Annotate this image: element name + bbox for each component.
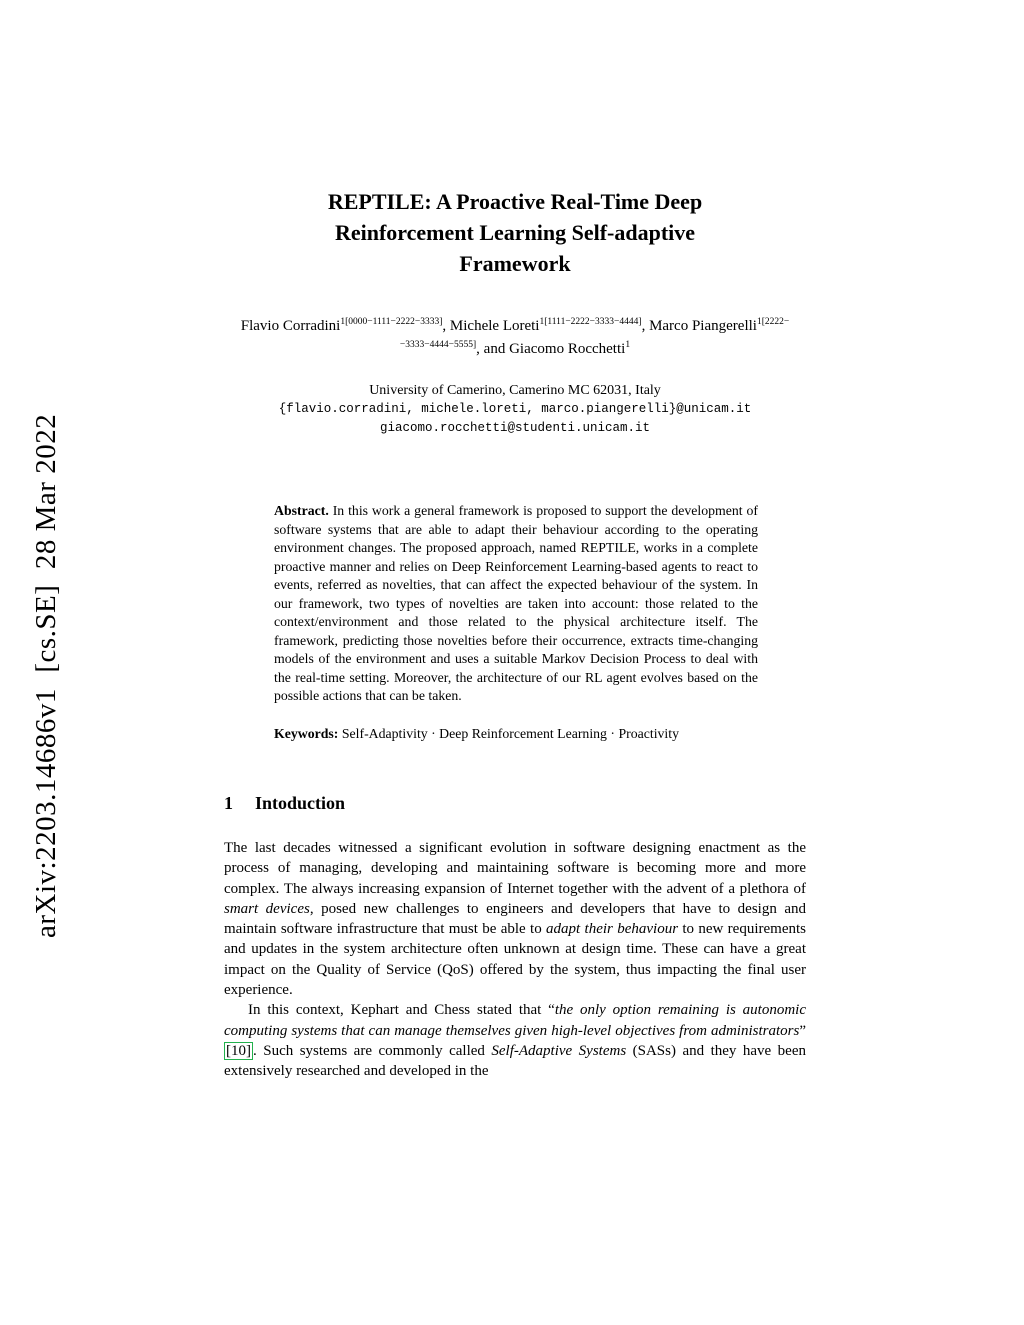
keywords-label: Keywords: — [274, 725, 339, 741]
keywords-text: Self-Adaptivity · Deep Reinforcement Learning · Proactivity — [338, 725, 679, 741]
abstract-label: Abstract. — [274, 503, 329, 518]
affiliation: University of Camerino, Camerino MC 62031, Italy — [369, 383, 661, 398]
paper-content-column — [224, 0, 806, 1082]
citation-link-10[interactable]: [10] — [226, 1042, 251, 1059]
section-1-title: Intoduction — [255, 793, 346, 813]
paper-title — [224, 186, 806, 279]
author-1: Flavio Corradini$^{1[0000-1111-2222-3333]}$, — [240, 317, 450, 334]
author-1-superscript: 1[0000−1111−2222−3333] — [340, 317, 443, 327]
emails-line-2: giacomo.rocchetti@studenti.unicam.it — [379, 421, 651, 435]
italic-phrase-adapt-their-behaviour: adapt their behaviour — [546, 921, 679, 938]
keywords — [274, 725, 758, 744]
author-4-superscript: 1 — [625, 340, 631, 350]
author-3-superscript: 1[2222−−3333−4444−5555] — [399, 317, 790, 350]
intro-paragraph-2: In this context, Kephart and Chess stated that “the only option remaining is autonomic computing systems that can manage themselves given high-level objectives from administrators” [10] . Such systems are commonly called Self-Adaptive Systems (SASs) and they have been extensively researched and developed in the — [224, 1002, 807, 1080]
intro-paragraph-1: The last decades witnessed a significant evolution in software designing enactment as the process of managing, developing and maintaining software is becoming more and more complex. The always increasing expansion of Internet together with the advent of a plethora of smart devices, posed new challenges to engineers and developers that have to design and maintain software infrastructure that must be able to adapt their behaviour to new requirements and updates in the system architecture often unknown at design time. These can have a great impact on the Quality of Service (QoS) offered by the system, thus impacting the final user experience. — [224, 840, 807, 999]
section-1-heading — [224, 793, 806, 814]
italic-phrase-self-adaptive-systems: Self-Adaptive Systems — [491, 1042, 627, 1059]
emails-block — [224, 400, 806, 438]
arxiv-watermark: arXiv:2203.14686v1 [cs.SE] 28 Mar 2022 — [30, 413, 62, 938]
authors-line — [224, 315, 806, 361]
abstract-text: In this work a general framework is proposed to support the development of software systems that are able to adapt their behaviour according to the operating environment changes. The proposed approach, named REPTILE, works in a complete proactive manner and relies on Deep Reinforcement Learning-based agents to react to events, referred as novelties, that can affect the expected behaviour of the system. In our framework, two types of novelties are taken into account: those related to the context/environment and those related to the physical architecture itself. The framework, predicting those novelties before their occurrence, extracts time-changing models of the environment and uses a suitable Markov Decision Process to deal with the real-time setting. Moreover, the architecture of our RL agent evolves based on the possible actions that can be taken. — [274, 503, 758, 703]
italic-phrase-smart-devices: smart devices — [224, 900, 310, 917]
paper-title-line-1: REPTILE: A Proactive Real-Time Deep — [327, 189, 703, 214]
author-4: Giacomo Rocchetti$^1$ — [509, 340, 631, 357]
abstract — [274, 502, 758, 706]
emails-line-1: {flavio.corradini, michele.loreti, marco.piangerelli}@unicam.it — [278, 402, 752, 416]
section-1-number: 1 — [224, 793, 233, 813]
paper-title-line-3: Framework — [459, 251, 571, 276]
paper-title-line-2: Reinforcement Learning Self-adaptive — [334, 220, 696, 245]
italic-quote-kephart-chess: the only option remaining is autonomic computing systems that can manage themselves given high-level objectives from administrators — [224, 1002, 807, 1039]
author-2-superscript: 1[1111−2222−3333−4444] — [539, 317, 642, 327]
author-3: Marco Piangerelli$^{1[2222--3333-4444-5555]}$, and — [399, 317, 790, 357]
author-2: Michele Loreti$^{1[1111-2222-3333-4444]}$, — [449, 317, 650, 334]
